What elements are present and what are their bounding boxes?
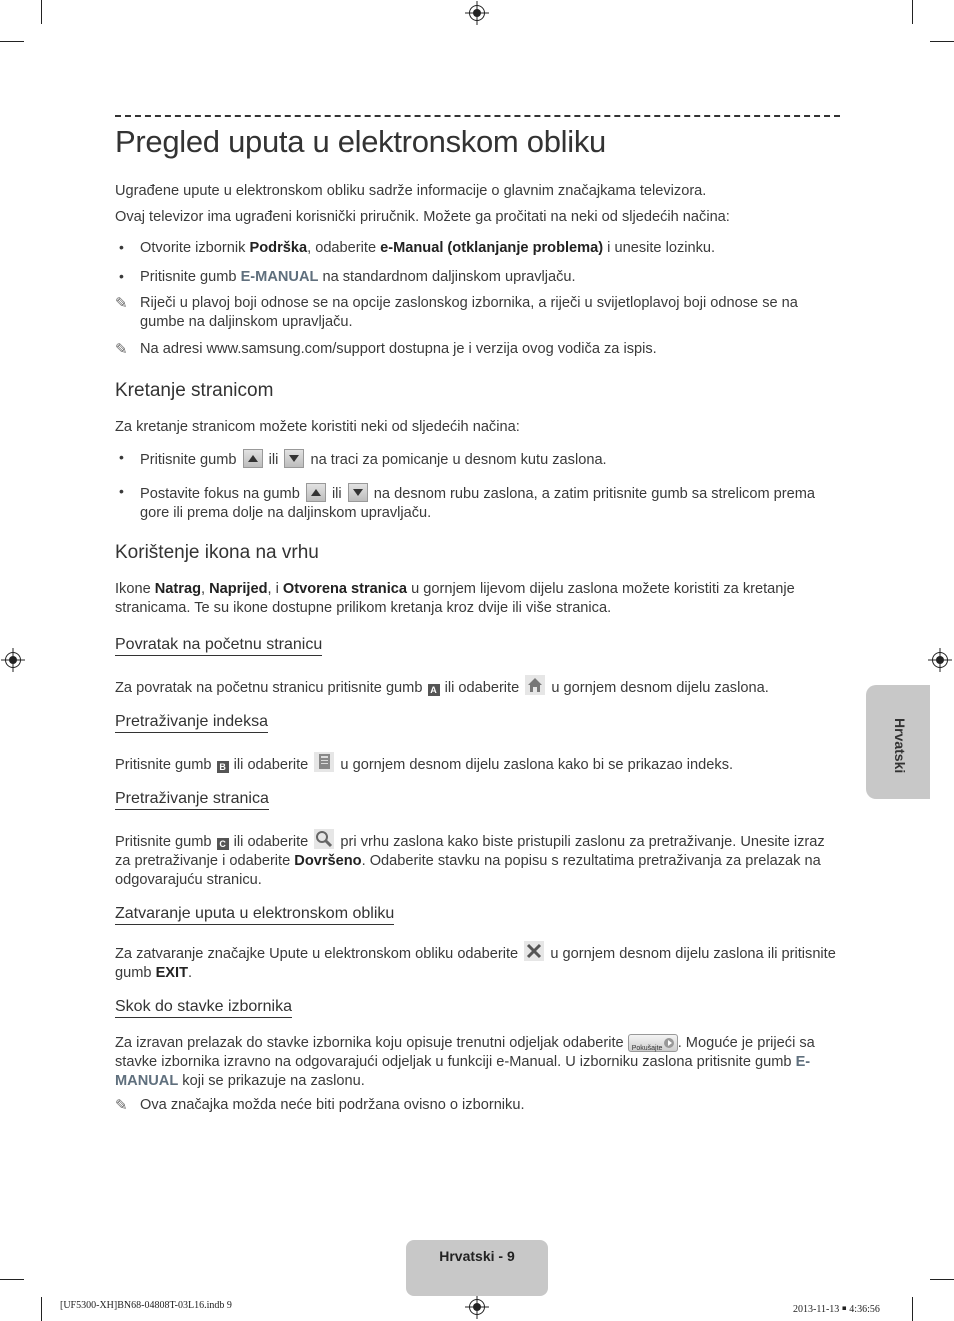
down-arrow-icon [348, 483, 368, 502]
heading-zatvaranje: Zatvaranje uputa u elektronskom obliku [115, 905, 394, 925]
crop-mark [0, 41, 24, 42]
registration-mark-icon [5, 652, 21, 668]
crop-mark [930, 41, 954, 42]
page-title: Pregled uputa u elektronskom obliku [115, 124, 606, 159]
bullet-emanual-button: Pritisnite gumb E-MANUAL na standardnom daljinskom upravljaču. [140, 269, 576, 285]
page-number-box [406, 1240, 548, 1296]
skok-note: Ova značajka možda neće biti podržana ovisno o izborniku. [140, 1097, 525, 1113]
heading-kretanje: Kretanje stranicom [115, 380, 274, 401]
intro-line-1: Ugrađene upute u elektronskom obliku sadrže informacije o glavnim značajkama televizora. [115, 183, 707, 199]
povratak-paragraph: Za povratak na početnu stranicu pritisnite gumb A ili odaberite u gornjem desnom dijelu zaslona. [115, 675, 840, 698]
bullet-scroll-buttons: Pritisnite gumb ili na traci za pomicanje u desnom kutu zaslona. [140, 449, 840, 470]
note-pencil-icon: ✎ [115, 341, 128, 358]
key-c-icon: C [217, 838, 229, 850]
heading-povratak: Povratak na početnu stranicu [115, 636, 322, 656]
up-arrow-icon [243, 449, 263, 468]
indeks-paragraph: Pritisnite gumb B ili odaberite u gornjem desnom dijelu zaslona kako bi se prikazao indeks. [115, 752, 840, 775]
bullet-icon: • [119, 239, 124, 255]
bullet-focus-buttons: Postavite fokus na gumb ili na desnom rubu zaslona, a zatim pritisnite gumb sa strelicom prema gore ili prema dolje na daljinskom upravljaču. [140, 483, 840, 523]
language-side-tab [866, 685, 930, 799]
home-icon [525, 675, 545, 695]
registration-mark-icon [932, 652, 948, 668]
title-dashed-rule [115, 115, 840, 117]
registration-mark-icon [469, 5, 485, 21]
crop-mark [0, 1279, 24, 1280]
close-icon [524, 941, 544, 961]
note-pencil-icon: ✎ [115, 295, 128, 312]
zatvaranje-paragraph: Za zatvaranje značajke Upute u elektronskom obliku odaberite u gornjem desnom dijelu zaslona ili pritisnite gumb EXIT. [115, 941, 840, 983]
key-b-icon: B [217, 761, 229, 773]
crop-mark [930, 1279, 954, 1280]
bullet-icon: • [119, 449, 124, 465]
index-icon [314, 752, 334, 772]
bullet-icon: • [119, 483, 124, 499]
note-colors: Riječi u plavoj boji odnose se na opcije zaslonskog izbornika, a riječi u svijetloplavoj boji odnose se na gumbe na daljinskom upravljaču. [140, 295, 798, 330]
crop-mark [912, 1297, 913, 1321]
play-icon [664, 1038, 674, 1048]
up-arrow-icon [306, 483, 326, 502]
side-tab-label: Hrvatski [892, 718, 908, 774]
down-arrow-icon [284, 449, 304, 468]
note-pencil-icon: ✎ [115, 1097, 128, 1114]
note-print-version: Na adresi www.samsung.com/support dostupna je i verzija ovog vodiča za ispis. [140, 341, 657, 357]
skok-paragraph: Za izravan prelazak do stavke izbornika koju opisuje trenutni odjeljak odaberite Pokušajte . Moguće je prijeći sa stavke izbornika izravno na odgovarajući odjeljak u funkciji e-Manual. U izborniku zaslona pritisnite gumb E-MANUAL koji se prikazuje na zaslonu. [115, 1035, 815, 1089]
search-icon [314, 829, 334, 849]
bullet-open-support: Otvorite izbornik Podrška, odaberite e-Manual (otklanjanje problema) i unesite lozinku. [140, 240, 716, 256]
bullet-icon: • [119, 268, 124, 284]
page-number: Hrvatski - 9 [439, 1248, 515, 1264]
kretanje-intro: Za kretanje stranicom možete koristiti neki od sljedećih načina: [115, 419, 520, 435]
heading-skok: Skok do stavke izbornika [115, 998, 292, 1018]
crop-mark [41, 1297, 42, 1321]
heading-stranica: Pretraživanje stranica [115, 790, 269, 810]
ikone-paragraph: Ikone Natrag, Naprijed, i Otvorena stranica u gornjem lijevom dijelu zaslona možete koristiti za kretanje stranicama. Te su ikone dostupne prilikom kretanja kroz dvije ili više stranica. [115, 581, 795, 616]
registration-mark-icon [469, 1299, 485, 1315]
key-a-icon: A [428, 684, 440, 696]
try-now-button: Pokušajte [628, 1034, 678, 1052]
footer-file-name: [UF5300-XH]BN68-04808T-03L16.indb 9 [60, 1300, 232, 1311]
footer-timestamp: 2013-11-13 ￭ 4:36:56 [793, 1304, 880, 1315]
crop-mark [912, 0, 913, 24]
stranica-paragraph: Pritisnite gumb C ili odaberite pri vrhu zaslona kako biste pristupili zaslonu za pretraživanje. Unesite izraz za pretraživanje i odaberite Dovršeno. Odaberite stavku na popisu s rezultatima pretraživanja za prelazak na odgovarajuću stranicu. [115, 829, 840, 890]
intro-line-2: Ovaj televizor ima ugrađeni korisnički priručnik. Možete ga pročitati na neki od sljedećih načina: [115, 209, 730, 225]
crop-mark [41, 0, 42, 24]
heading-indeks: Pretraživanje indeksa [115, 713, 268, 733]
heading-ikone: Korištenje ikona na vrhu [115, 542, 319, 563]
